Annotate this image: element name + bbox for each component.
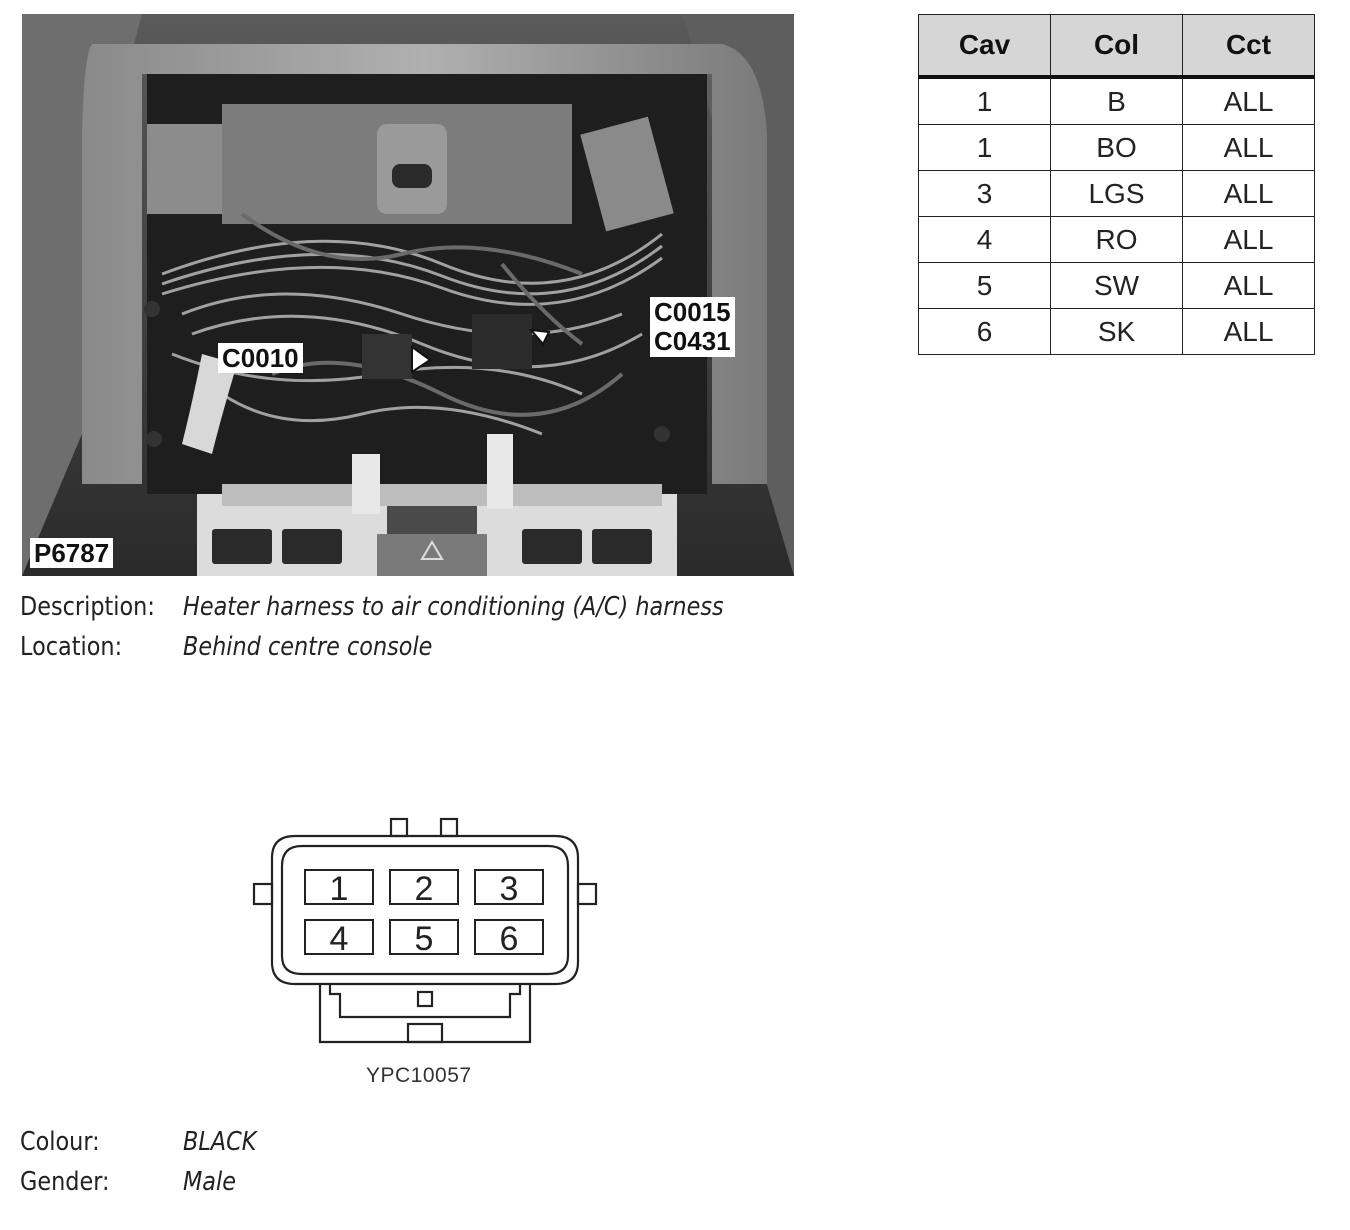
callout-c0431: C0431 [654, 326, 731, 356]
table-row [919, 263, 1315, 309]
table-row [919, 217, 1315, 263]
table-row [919, 77, 1315, 125]
table-header-row [919, 15, 1315, 78]
attributes-block [20, 1122, 268, 1202]
header-cct: Cct [1183, 15, 1315, 78]
gender-label: Gender: [20, 1167, 110, 1197]
location-value: Behind centre console [183, 632, 433, 662]
table-row [919, 171, 1315, 217]
cell-cct: ALL [1183, 171, 1315, 217]
callout-c0010: C0010 [218, 343, 303, 373]
cell-col: RO [1051, 217, 1183, 263]
colour-label: Colour: [20, 1127, 100, 1157]
cell-cct: ALL [1183, 263, 1315, 309]
description-block [20, 587, 812, 667]
header-col: Col [1051, 15, 1183, 78]
cell-cav: 5 [919, 263, 1051, 309]
cell-col: B [1051, 77, 1183, 125]
table-row [919, 309, 1315, 355]
description-value: Heater harness to air conditioning (A/C) harness [183, 592, 724, 622]
cavity-number: 5 [414, 920, 434, 958]
cell-cav: 6 [919, 309, 1051, 355]
location-row [20, 627, 812, 667]
cell-cct: ALL [1183, 77, 1315, 125]
photo-illustration [22, 14, 794, 576]
location-label: Location: [20, 632, 123, 662]
cell-cct: ALL [1183, 217, 1315, 263]
connector-face-diagram [250, 812, 600, 1052]
cell-col: SK [1051, 309, 1183, 355]
photo-reference: P6787 [30, 538, 113, 568]
cell-cav: 3 [919, 171, 1051, 217]
table-row [919, 125, 1315, 171]
colour-row [20, 1122, 268, 1162]
cell-cct: ALL [1183, 309, 1315, 355]
gender-row [20, 1162, 268, 1202]
cavity-number: 1 [329, 870, 349, 908]
description-label: Description: [20, 592, 155, 622]
cavity-number: 2 [414, 870, 434, 908]
cell-cav: 4 [919, 217, 1051, 263]
cavity-number: 4 [329, 920, 349, 958]
cell-cct: ALL [1183, 125, 1315, 171]
cavity-number: 6 [499, 920, 519, 958]
header-cav: Cav [919, 15, 1051, 78]
cavity-number: 3 [499, 870, 519, 908]
connector-location-photo [22, 14, 794, 576]
cell-col: BO [1051, 125, 1183, 171]
gender-value: Male [183, 1167, 236, 1197]
cell-col: LGS [1051, 171, 1183, 217]
cell-col: SW [1051, 263, 1183, 309]
callout-c0015: C0015 [654, 297, 731, 327]
callout-stack [650, 297, 735, 357]
cell-cav: 1 [919, 125, 1051, 171]
connector-code: YPC10057 [366, 1064, 472, 1087]
cell-cav: 1 [919, 77, 1051, 125]
colour-value: BLACK [183, 1127, 257, 1157]
description-row [20, 587, 812, 627]
pin-table [918, 14, 1315, 355]
